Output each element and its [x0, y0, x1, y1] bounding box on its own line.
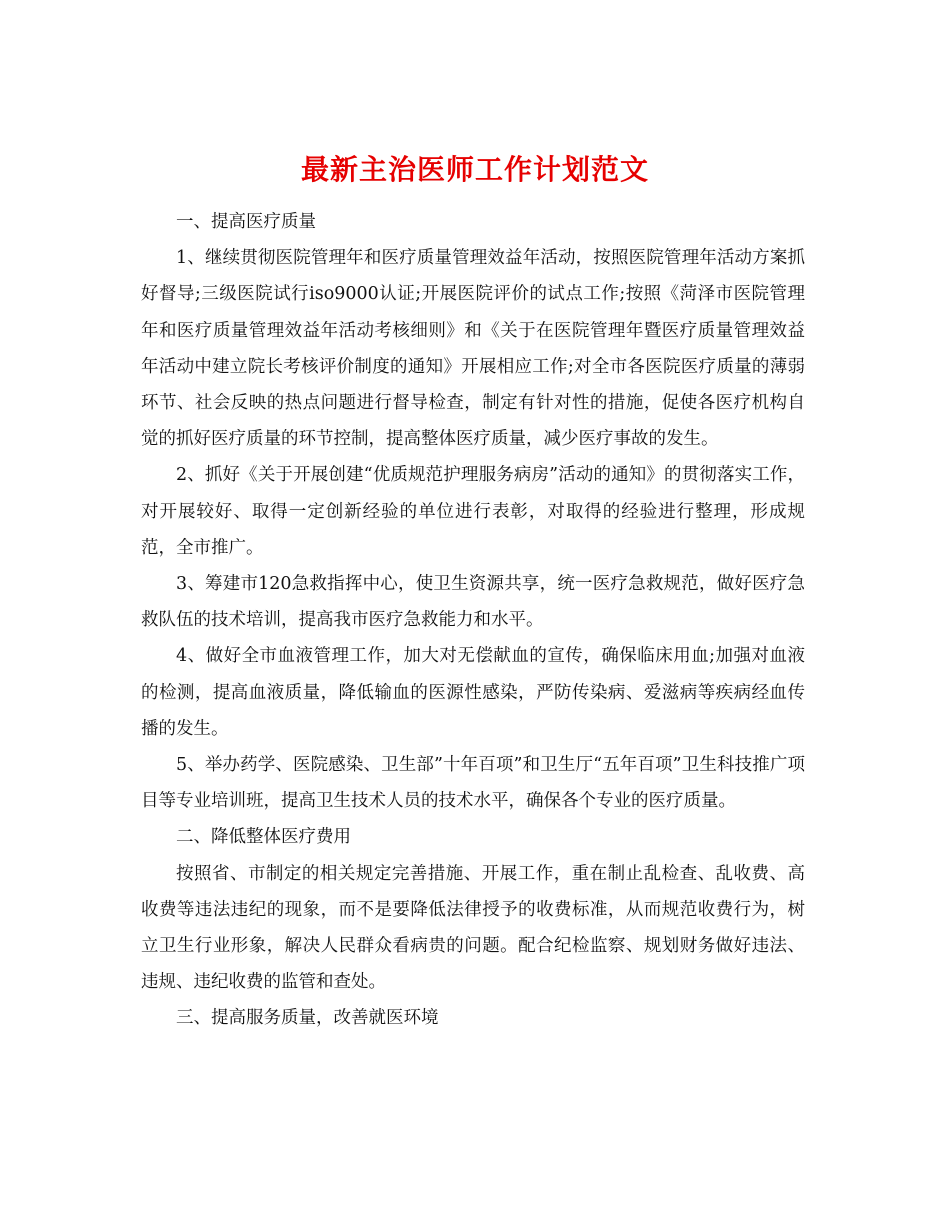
paragraph-item-4: 4、做好全市血液管理工作，加大对无偿献血的宣传，确保临床用血;加强对血液的检测，提高血液质量，降低输血的医源性感染，严防传染病、爱滋病等疾病经血传播的发生。: [141, 646, 805, 739]
section-heading-1: 一、提高医疗质量: [176, 212, 316, 232]
section-heading-2: 二、降低整体医疗费用: [176, 827, 351, 848]
paragraph-section-2: 按照省、市制定的相关规定完善措施、开展工作，重在制止乱检查、乱收费、高收费等违法违纪的现象，而不是要降低法律授予的收费标准，从而规范收费行为，树立卫生行业形象，解决人民群众看病贵的问题。配合纪检监察、规划财务做好违法、违规、违纪收费的监管和查处。: [141, 863, 805, 993]
paragraph-item-1: 1、继续贯彻医院管理年和医疗质量管理效益年活动，按照医院管理年活动方案抓好督导;三级医院试行iso9000认证;开展医院评价的试点工作;按照《菏泽市医院管理年和医疗质量管理效益年活动考核细则》和《关于在医院管理年暨医疗质量管理效益年活动中建立院长考核评价制度的通知》开展相应工作;对全市各医院医疗质量的薄弱环节、社会反映的热点问题进行督导检查，制定有针对性的措施，促使各医疗机构自觉的抓好医疗质量的环节控制，提高整体医疗质量，减少医疗事故的发生。: [141, 248, 805, 450]
paragraph-item-2: 2、抓好《关于开展创建“优质规范护理服务病房”活动的通知》的贯彻落实工作，对开展较好、取得一定创新经验的单位进行表彰，对取得的经验进行整理，形成规范，全市推广。: [141, 465, 805, 558]
section-heading-3: 三、提高服务质量，改善就医环境: [176, 1008, 439, 1029]
paragraph-item-3: 3、筹建市120急救指挥中心，使卫生资源共享，统一医疗急救规范，做好医疗急救队伍的技术培训，提高我市医疗急救能力和水平。: [141, 574, 805, 631]
document-title: 最新主治医师工作计划范文: [300, 152, 649, 186]
paragraph-item-5: 5、举办药学、医院感染、卫生部”十年百项”和卫生厅“五年百项”卫生科技推广项目等专业培训班，提高卫生技术人员的技术水平，确保各个专业的医疗质量。: [141, 755, 805, 812]
document-body: [141, 204, 805, 1037]
